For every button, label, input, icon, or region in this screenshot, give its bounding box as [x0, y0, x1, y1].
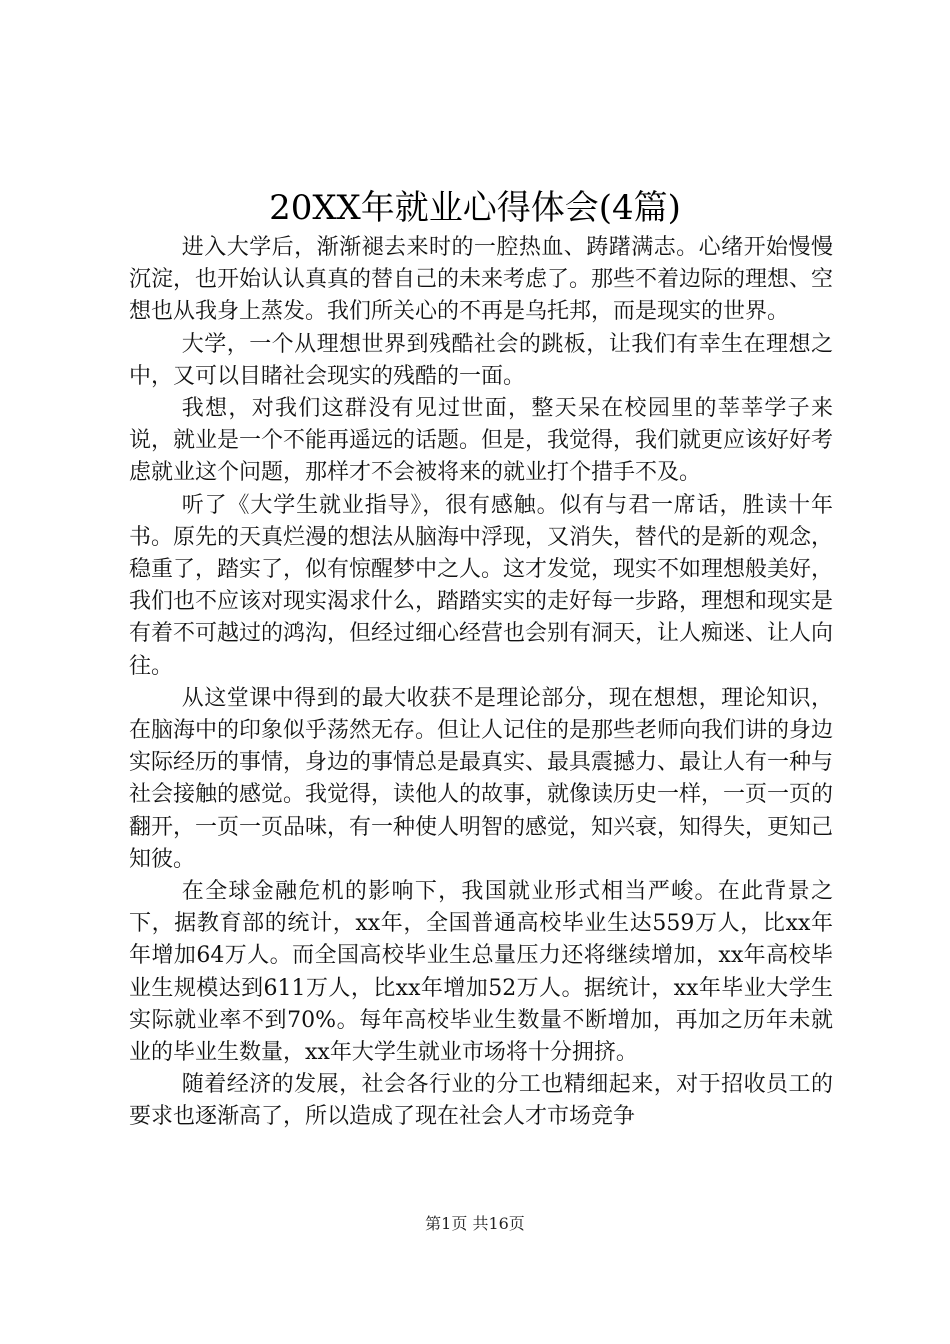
paragraph-6: 在全球金融危机的影响下，我国就业形式相当严峻。在此背景之下，据教育部的统计，xx年，全国普通高校毕业生达559万人，比xx年年增加64万人。而全国高校毕业生总量压力还将继续增加，xx年高校毕业生规模达到611万人，比xx年增加52万人。据统计，xx年毕业大学生实际就业率不到70%。每年高校毕业生数量不断增加，再加之历年未就业的毕业生数量，xx年大学生就业市场将十分拥挤。 [129, 879, 833, 1066]
page-number-footer: 第1页 共16页 [425, 1214, 525, 1233]
paragraph-4: 听了《大学生就业指导》，很有感触。似有与君一席话，胜读十年书。原先的天真烂漫的想法从脑海中浮现，又消失，替代的是新的观念，稳重了，踏实了，似有惊醒梦中之人。这才发觉，现实不如理想般美好，我们也不应该对现实渴求什么，踏踏实实的走好每一步路，理想和现实是有着不可越过的鸿沟，但经过细心经营也会别有洞天，让人痴迷、让人向往。 [129, 492, 834, 679]
document-title: 20XX年就业心得体会(4篇) [269, 188, 681, 228]
paragraph-3: 我想，对我们这群没有见过世面，整天呆在校园里的莘莘学子来说，就业是一个不能再遥远的话题。但是，我觉得，我们就更应该好好考虑就业这个问题，那样才不会被将来的就业打个措手不及。 [129, 396, 834, 486]
paragraph-7: 随着经济的发展，社会各行业的分工也精细起来，对于招收员工的要求也逐渐高了，所以造成了现在社会人才市场竞争 [129, 1072, 833, 1130]
document-body [129, 232, 833, 1134]
paragraph-2: 大学，一个从理想世界到残酷社会的跳板，让我们有幸生在理想之中，又可以目睹社会现实的残酷的一面。 [129, 331, 833, 389]
paragraph-5: 从这堂课中得到的最大收获不是理论部分，现在想想，理论知识，在脑海中的印象似乎荡然无存。但让人记住的是那些老师向我们讲的身边实际经历的事情，身边的事情总是最真实、最具震撼力、最让人有一种与社会接触的感觉。我觉得，读他人的故事，就像读历史一样，一页一页的翻开，一页一页品味，有一种使人明智的感觉，知兴衰，知得失，更知己知彼。 [129, 685, 834, 872]
paragraph-1: 进入大学后，渐渐褪去来时的一腔热血、踌躇满志。心绪开始慢慢沉淀，也开始认认真真的替自己的未来考虑了。那些不着边际的理想、空想也从我身上蒸发。我们所关心的不再是乌托邦，而是现实的世界。 [129, 235, 834, 325]
